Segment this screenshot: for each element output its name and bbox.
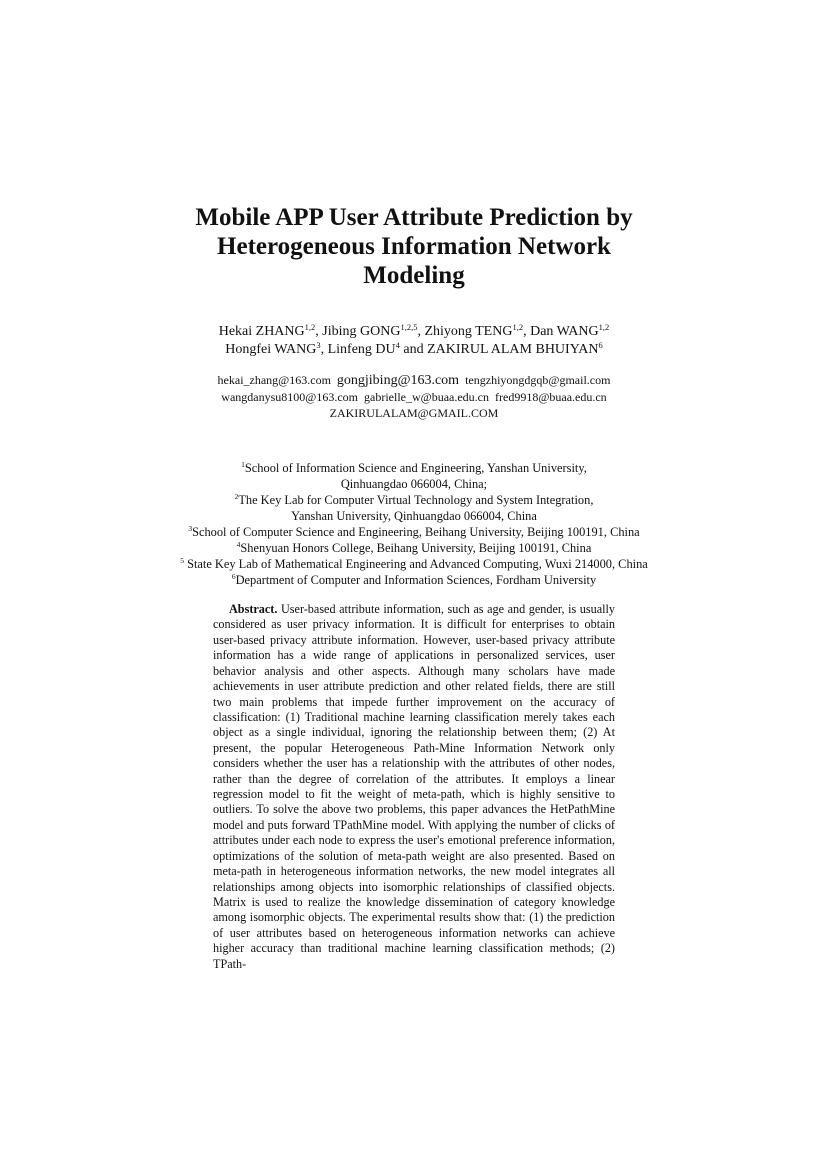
author-line-1: [120, 323, 708, 341]
affiliation-text: Shenyuan Honors College, Beihang University, Beijing 100191, China: [240, 541, 592, 555]
email-address[interactable]: gongjibing@163.com: [336, 373, 460, 388]
affiliation-6: [150, 572, 678, 588]
title-line-1: Mobile APP User Attribute Prediction by: [195, 204, 633, 231]
email-address[interactable]: ZAKIRULALAM@GMAIL.COM: [329, 406, 499, 420]
author-affiliation-mark: 1,2,5: [400, 322, 418, 332]
affiliation-number: 1: [241, 460, 245, 469]
email-line-1: [140, 372, 688, 389]
affiliation-number: 3: [188, 524, 193, 533]
author-separator: ,: [523, 324, 531, 339]
author-name: Hekai ZHANG: [218, 324, 305, 339]
affiliation-text: State Key Lab of Mathematical Engineering and Advanced Computing, Wuxi 214000, China: [187, 557, 648, 571]
author-affiliation-mark: 1,2: [598, 322, 610, 332]
affiliation-text: School of Computer Science and Engineering, Beihang University, Beijing 100191, China: [192, 525, 640, 539]
email-list: [140, 372, 688, 421]
affiliation-1-continued: Qinhuangdao 066004, China;: [340, 477, 488, 491]
affiliation-1: [150, 460, 678, 476]
email-address[interactable]: gabrielle_w@buaa.edu.cn: [364, 390, 489, 404]
abstract-body: User-based attribute information, such as age and gender, is usually considered as user privacy information. It is difficult for enterprises to obtain user-based privacy attribute information. However, user-based privacy attribute information has a wide range of applications in personalized services, user behavior analysis and other aspects. Although many scholars have made achievements in user attribute prediction and other related fields, there are still two main problems that impede further improvement on the accuracy of classification: (1) Traditional machine learning classification merely takes each object as a single individual, ignoring the relationship between them; (2) At present, the popular Heterogeneous Path-Mine Information Network only considers whether the user has a relationship with the attributes of other nodes, rather than the degree of correlation of the attributes. It employs a linear regression model to fit the weight of meta-path, which is highly sensitive to outliers. To solve the above two problems, this paper advances the HetPathMine model and puts forward TPathMine model. With applying the number of clicks of attributes under each node to express the user's emotional preference information, optimizations of the solution of meta-path weight are also presented. Based on meta-path in heterogeneous information networks, the new model integrates all relationships among objects into isomorphic relationships of classified objects. Matrix is used to realize the knowledge dissemination of category knowledge among isomorphic objects. The experimental results show that: (1) the prediction of user attributes based on heterogeneous information networks can achieve higher accuracy than traditional machine learning classification methods; (2) TPath-: [213, 602, 615, 971]
author-affiliation-mark: 1,2: [512, 322, 524, 332]
affiliation-5: [150, 556, 678, 572]
email-line-3: [140, 405, 688, 421]
author-name: Hongfei WANG: [225, 342, 317, 357]
title-line-3: Modeling: [363, 262, 465, 289]
abstract-heading: Abstract.: [229, 602, 278, 616]
abstract-paragraph: [213, 602, 615, 972]
affiliation-text: The Key Lab for Computer Virtual Technology and System Integration,: [238, 493, 594, 507]
abstract-section: [213, 602, 615, 972]
email-line-2: [140, 389, 688, 405]
author-separator: ,: [315, 324, 323, 339]
paper-title: [150, 203, 678, 290]
author-separator: ,: [320, 342, 328, 357]
email-address[interactable]: wangdanysu8100@163.com: [221, 390, 358, 404]
email-address[interactable]: tengzhiyongdgqb@gmail.com: [465, 373, 611, 387]
author-affiliation-mark: 3: [316, 340, 321, 350]
author-affiliation-mark: 4: [395, 340, 400, 350]
affiliation-number: 4: [236, 540, 241, 549]
author-line-2: [120, 341, 708, 359]
affiliation-number: 2: [234, 492, 239, 501]
affiliation-2-continued: Yanshan University, Qinhuangdao 066004, China: [291, 509, 537, 523]
affiliation-list: [150, 460, 678, 588]
title-line-2: Heterogeneous Information Network: [217, 233, 611, 260]
affiliation-3: [150, 524, 678, 540]
author-affiliation-mark: 1,2: [304, 322, 316, 332]
author-affiliation-mark: 6: [598, 340, 603, 350]
author-name: Dan WANG: [530, 324, 599, 339]
affiliation-4: [150, 540, 678, 556]
affiliation-text: Department of Computer and Information Sciences, Fordham University: [235, 573, 597, 587]
author-name: Zhiyong TENG: [424, 324, 513, 339]
author-list: [120, 323, 708, 359]
author-name: ZAKIRUL ALAM BHUIYAN: [427, 342, 599, 357]
email-address[interactable]: fred9918@buaa.edu.cn: [495, 390, 607, 404]
author-separator: ,: [417, 324, 425, 339]
author-separator: and: [399, 342, 428, 357]
author-name: Jibing GONG: [322, 324, 401, 339]
affiliation-text: School of Information Science and Engineering, Yanshan University,: [244, 461, 587, 475]
author-name: Linfeng DU: [327, 342, 396, 357]
email-address[interactable]: hekai_zhang@163.com: [217, 373, 331, 387]
affiliation-2: [150, 492, 678, 508]
affiliation-number: 5: [180, 556, 184, 565]
affiliation-number: 6: [231, 572, 236, 581]
